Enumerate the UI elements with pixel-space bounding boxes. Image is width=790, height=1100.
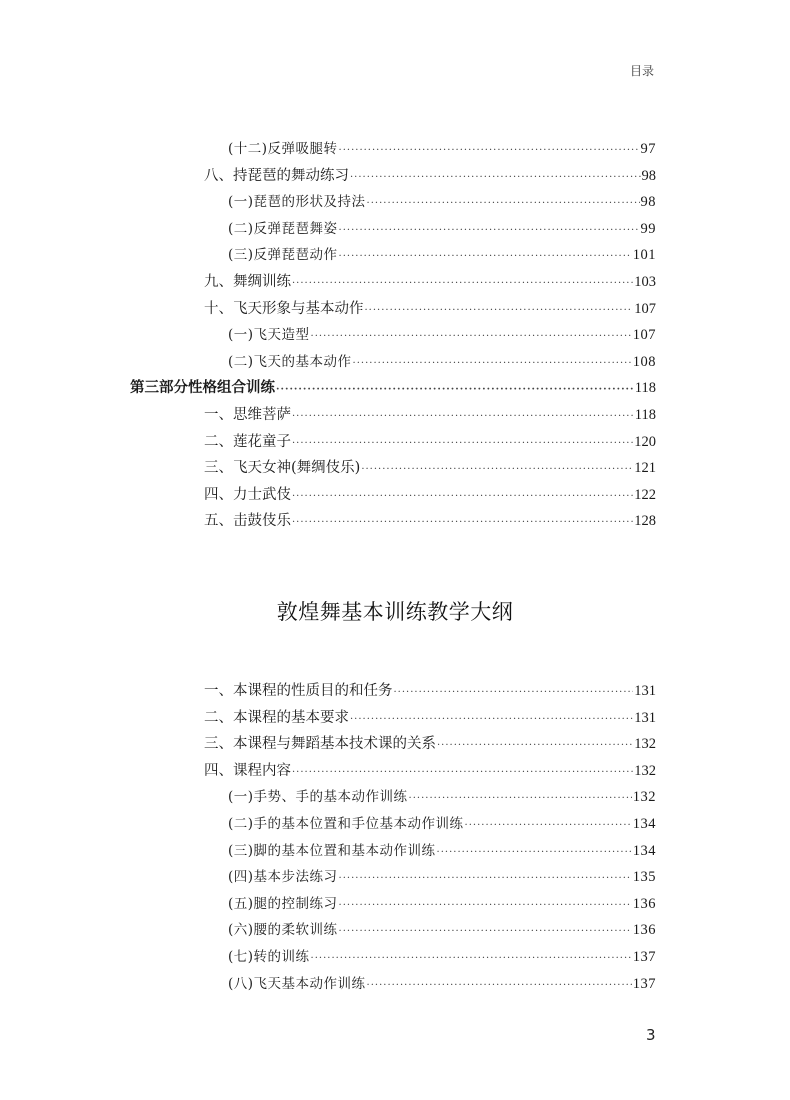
toc-entry-page: 118 [634, 380, 656, 397]
toc-entry [228, 349, 656, 375]
toc-entry [204, 731, 656, 757]
toc-entry [228, 838, 656, 864]
dot-leader [350, 705, 633, 733]
toc-entry [228, 944, 656, 970]
toc-entry-page: 120 [634, 433, 656, 450]
toc-entry-page: 98 [641, 167, 656, 184]
toc-entry-title: 四、力士武伎 [204, 486, 291, 503]
toc-entry [204, 758, 656, 784]
toc-entry-page: 132 [634, 762, 656, 779]
toc-entry [130, 375, 656, 401]
toc-entry-title: 一、思维菩萨 [204, 407, 291, 423]
dot-leader [276, 375, 634, 403]
toc-entry-title: 性格组合训练 [188, 379, 275, 397]
page-number: 3 [646, 1026, 656, 1044]
toc-entry-title: 四、课程内容 [204, 762, 291, 779]
running-head: 目录 [629, 64, 654, 78]
toc-entry-page: 107 [634, 300, 656, 317]
toc-entry-page: 98 [640, 194, 656, 211]
part-label: 第三部分 [130, 379, 188, 397]
toc-entry [228, 216, 656, 242]
dot-leader [394, 678, 634, 706]
dot-leader [437, 731, 633, 759]
toc-entry-title: 二、莲花童子 [204, 433, 291, 450]
toc-entry-title: (三)反弹琵琶动作 [228, 247, 338, 264]
toc-entry [204, 163, 656, 189]
toc-entry-title: 十、飞天形象与基本动作 [204, 300, 364, 317]
toc-entry-page: 107 [632, 327, 656, 344]
toc-entry-page: 131 [634, 683, 656, 699]
toc-entry-title: (一)琵琶的形状及持法 [228, 194, 366, 211]
toc-entry-title: 八、持琵琶的舞动练习 [204, 167, 349, 184]
toc-entry [228, 971, 656, 997]
toc-entry-page: 128 [634, 513, 656, 530]
toc-entry [204, 482, 656, 508]
dot-leader [292, 482, 633, 510]
toc-entry-title: 三、本课程与舞蹈基本技术课的关系 [204, 736, 436, 753]
dot-leader [465, 811, 632, 839]
toc-entry-page: 99 [640, 220, 656, 237]
toc-entry-title: 五、击鼓伎乐 [204, 513, 291, 530]
toc-entry-page: 121 [634, 460, 656, 477]
dot-leader [437, 838, 632, 866]
toc-entry-page: 134 [632, 842, 656, 859]
toc-entry-title: (六)腰的柔软训练 [228, 922, 338, 939]
toc-entry-page: 135 [632, 869, 656, 886]
toc-entry [228, 322, 656, 348]
toc-entry [228, 917, 656, 943]
toc-entry-title: (二)飞天的基本动作 [228, 353, 352, 370]
dot-leader [339, 242, 632, 270]
toc-entry-title: (二)反弹琵琶舞姿 [228, 220, 338, 237]
dot-leader [339, 917, 632, 945]
toc-entry-page: 132 [632, 789, 656, 806]
toc-entry [204, 705, 656, 731]
dot-leader [367, 189, 640, 217]
dot-leader [292, 269, 633, 297]
dot-leader [361, 455, 633, 483]
toc-entry-page: 122 [634, 486, 656, 503]
dot-leader [350, 163, 641, 191]
toc-entry-title: (五)腿的控制练习 [228, 895, 338, 912]
toc-entry-page: 137 [632, 949, 656, 965]
dot-leader [339, 216, 640, 244]
dot-leader [339, 864, 632, 892]
toc-entry-page: 136 [632, 922, 656, 939]
toc-entry [228, 136, 656, 162]
toc-entry [228, 891, 656, 917]
toc-entry [204, 296, 656, 322]
toc-entry-title: (一)手势、手的基本动作训练 [228, 789, 408, 806]
dot-leader [339, 891, 632, 919]
toc-entry-title: (四)基本步法练习 [228, 869, 338, 886]
toc-entry-title: (十二)反弹吸腿转 [228, 141, 338, 157]
toc-entry [204, 678, 656, 704]
toc-entry-title: (七)转的训练 [228, 949, 310, 965]
dot-leader [292, 508, 633, 536]
toc-entry [204, 455, 656, 481]
toc-entry-title: 二、本课程的基本要求 [204, 709, 349, 726]
section-title: 敦煌舞基本训练教学大纲 [276, 600, 514, 624]
toc-entry-page: 118 [634, 407, 656, 423]
dot-leader [339, 136, 640, 164]
dot-leader [292, 758, 633, 786]
toc-entry [228, 784, 656, 810]
toc-entry [228, 242, 656, 268]
toc-entry-title: 三、飞天女神(舞绸伎乐) [204, 460, 361, 477]
toc-entry [204, 402, 656, 428]
toc-entry-page: 134 [632, 816, 656, 832]
toc-entry-page: 101 [632, 247, 656, 264]
dot-leader [365, 296, 634, 324]
toc-entry-page: 108 [632, 353, 656, 370]
toc-entry [204, 269, 656, 295]
toc-entry-title: (八)飞天基本动作训练 [228, 975, 366, 992]
toc-entry-title: 九、舞绸训练 [204, 274, 291, 290]
toc-entry-page: 103 [634, 274, 656, 290]
dot-leader [292, 429, 633, 457]
toc-entry [228, 811, 656, 837]
toc-entry [204, 429, 656, 455]
toc-entry [204, 508, 656, 534]
dot-leader [311, 322, 632, 350]
toc-entry-page: 137 [632, 975, 656, 992]
dot-leader [409, 784, 632, 812]
toc-entry-page: 136 [632, 895, 656, 912]
toc-entry-page: 132 [634, 736, 656, 753]
dot-leader [353, 349, 632, 377]
toc-entry-title: (三)脚的基本位置和基本动作训练 [228, 842, 436, 859]
toc-entry-title: (二)手的基本位置和手位基本动作训练 [228, 816, 464, 832]
toc-entry-title: 一、本课程的性质目的和任务 [204, 683, 393, 699]
dot-leader [292, 402, 634, 430]
toc-entry-title: (一)飞天造型 [228, 327, 310, 344]
dot-leader [311, 944, 632, 972]
toc-entry [228, 864, 656, 890]
toc-entry-page: 97 [640, 141, 656, 157]
toc-entry-page: 131 [634, 709, 656, 726]
dot-leader [367, 971, 632, 999]
toc-entry [228, 189, 656, 215]
